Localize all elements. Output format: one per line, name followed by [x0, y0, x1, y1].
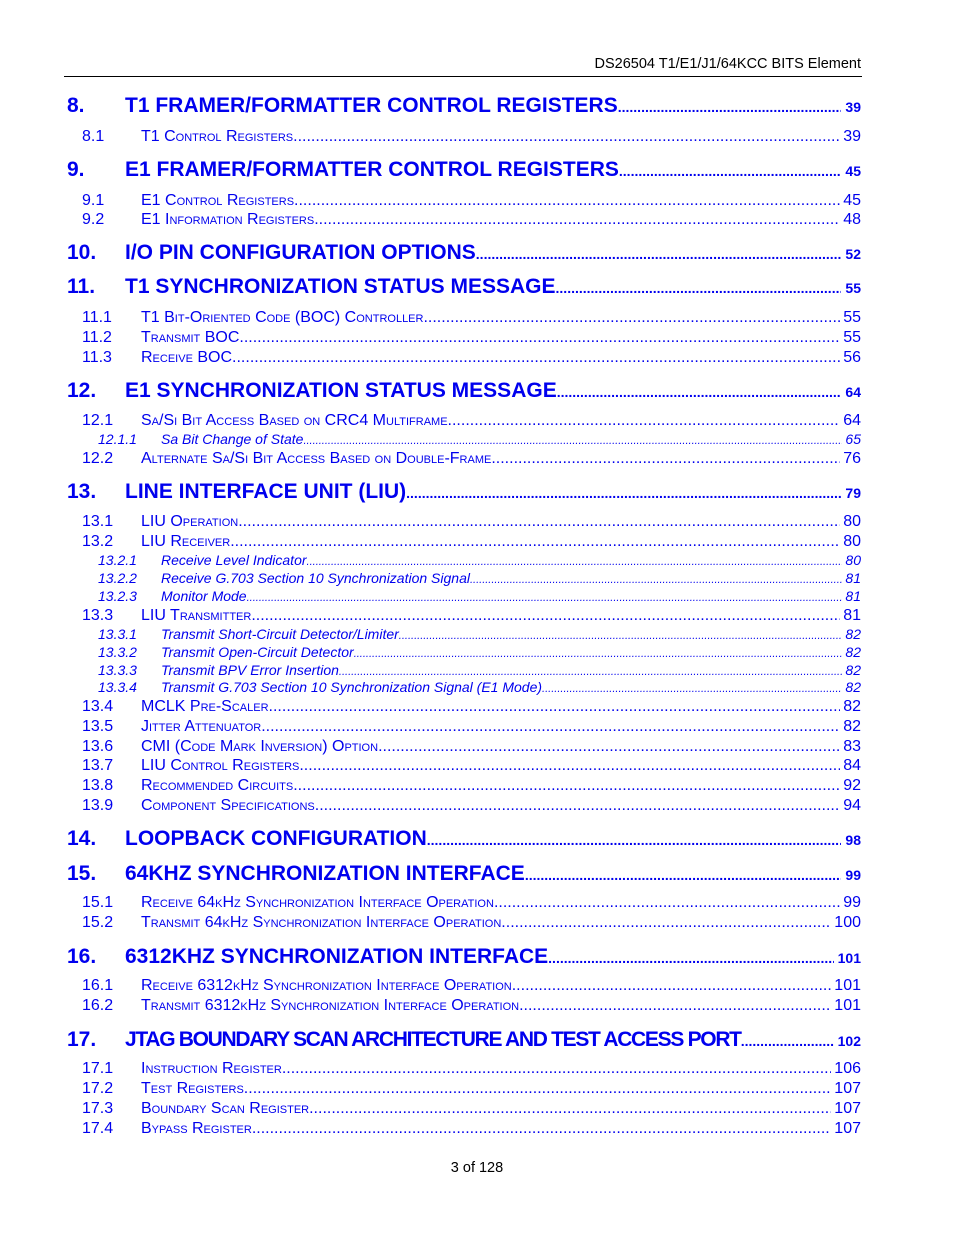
toc-entry-number: 13.2.2 — [98, 570, 137, 586]
toc-entry-page: 82 — [845, 662, 861, 678]
toc-entry-17-2[interactable] — [64, 1080, 861, 1098]
toc-entry-page: 56 — [843, 349, 861, 366]
toc-entry-page: 80 — [843, 513, 861, 530]
toc-entry-page: 107 — [834, 1120, 861, 1137]
toc-entry-number: 8.1 — [82, 128, 105, 145]
toc-entry-number: 17.2 — [82, 1080, 114, 1097]
toc-entry-title: Bypass Register — [141, 1120, 252, 1137]
toc-entry-14[interactable] — [64, 827, 861, 851]
toc-entry-page: 80 — [843, 533, 861, 550]
toc-dot-leader — [307, 556, 843, 568]
toc-entry-title: Instruction Register — [141, 1060, 282, 1077]
toc-entry-10[interactable] — [64, 241, 861, 265]
toc-entry-9[interactable] — [64, 158, 861, 182]
toc-entry-title: LINE INTERFACE UNIT (LIU) — [125, 480, 407, 503]
toc-entry-page: 80 — [845, 552, 861, 568]
toc-entry-17-3[interactable] — [64, 1100, 861, 1118]
toc-entry-13-8[interactable] — [64, 777, 861, 795]
toc-dot-leader — [548, 950, 833, 966]
toc-entry-17-4[interactable] — [64, 1120, 861, 1138]
toc-dot-leader — [294, 192, 840, 210]
toc-entry-title: Transmit Open-Circuit Detector — [161, 644, 354, 660]
toc-entry-15[interactable] — [64, 862, 861, 886]
toc-dot-leader — [315, 797, 840, 815]
toc-entry-page: 55 — [845, 280, 861, 296]
toc-dot-leader — [448, 412, 841, 430]
toc-entry-title: Transmit BPV Error Insertion — [161, 662, 339, 678]
page-number: 3 of 128 — [450, 1160, 504, 1176]
toc-entry-number: 16.2 — [82, 997, 114, 1014]
toc-entry-page: 39 — [843, 128, 861, 145]
toc-entry-11[interactable] — [64, 275, 861, 299]
toc-entry-number: 12. — [67, 379, 97, 402]
toc-entry-13-3-1[interactable] — [64, 626, 861, 642]
toc-entry-number: 17.1 — [82, 1060, 114, 1077]
toc-entry-page: 101 — [837, 950, 861, 966]
toc-entry-number: 10. — [67, 241, 97, 264]
toc-entry-17[interactable] — [64, 1028, 861, 1052]
toc-dot-leader — [476, 246, 842, 262]
toc-dot-leader — [519, 997, 831, 1015]
toc-entry-title: I/O PIN CONFIGURATION OPTIONS — [125, 241, 476, 264]
toc-entry-title: T1 Bit-Oriented Code (BOC) Controller — [141, 309, 424, 326]
toc-dot-leader — [309, 1100, 831, 1118]
toc-entry-11-3[interactable] — [64, 349, 861, 367]
toc-entry-13-3[interactable] — [64, 607, 861, 625]
toc-entry-number: 13.2.3 — [98, 588, 137, 604]
toc-entry-number: 13.2.1 — [98, 552, 137, 568]
toc-entry-page: 64 — [845, 384, 861, 400]
toc-entry-13-5[interactable] — [64, 718, 861, 736]
toc-entry-13-1[interactable] — [64, 513, 861, 531]
toc-entry-13-2[interactable] — [64, 533, 861, 551]
toc-entry-11-2[interactable] — [64, 329, 861, 347]
toc-entry-number: 15.2 — [82, 914, 114, 931]
toc-entry-title: Transmit Short-Circuit Detector/Limiter — [161, 626, 399, 642]
toc-entry-title: Transmit 6312kHz Synchronization Interface Operation — [141, 997, 520, 1014]
toc-entry-page: 79 — [845, 485, 861, 501]
toc-entry-number: 13.3.4 — [98, 679, 137, 695]
toc-entry-page: 45 — [845, 163, 861, 179]
toc-entry-page: 48 — [843, 211, 861, 228]
toc-entry-title: CMI (Code Mark Inversion) Option — [141, 738, 379, 755]
toc-entry-13-3-2[interactable] — [64, 644, 861, 660]
toc-dot-leader — [230, 533, 840, 551]
toc-entry-13-2-1[interactable] — [64, 552, 861, 568]
toc-dot-leader — [557, 384, 842, 400]
toc-entry-title: Receive Level Indicator — [161, 552, 307, 568]
toc-entry-number: 13.9 — [82, 797, 114, 814]
toc-entry-title: E1 Information Registers — [141, 211, 315, 228]
toc-entry-page: 82 — [843, 698, 861, 715]
toc-dot-leader — [618, 99, 842, 115]
toc-entry-page: 107 — [834, 1100, 861, 1117]
toc-dot-leader — [525, 867, 842, 883]
toc-entry-16-2[interactable] — [64, 997, 861, 1015]
toc-entry-page: 55 — [843, 329, 861, 346]
toc-entry-page: 84 — [843, 757, 861, 774]
toc-dot-leader — [293, 777, 840, 795]
toc-entry-title: T1 SYNCHRONIZATION STATUS MESSAGE — [125, 275, 556, 298]
toc-entry-title: Component Specifications — [141, 797, 315, 814]
toc-entry-13-7[interactable] — [64, 757, 861, 775]
toc-dot-leader — [491, 450, 840, 468]
toc-entry-number: 11. — [67, 275, 96, 298]
toc-entry-title: 64KHZ SYNCHRONIZATION INTERFACE — [125, 862, 525, 885]
toc-entry-number: 17. — [67, 1028, 97, 1051]
toc-entry-9-2[interactable] — [64, 211, 861, 229]
toc-entry-title: Jitter Attenuator — [141, 718, 262, 735]
toc-entry-number: 11.2 — [82, 329, 112, 346]
toc-entry-number: 15. — [67, 862, 97, 885]
toc-entry-title: E1 SYNCHRONIZATION STATUS MESSAGE — [125, 379, 557, 402]
toc-dot-leader — [399, 630, 843, 642]
toc-dot-leader — [314, 211, 840, 229]
toc-entry-page: 100 — [834, 914, 861, 931]
toc-entry-page: 64 — [843, 412, 861, 429]
toc-dot-leader — [378, 738, 840, 756]
toc-entry-number: 13.8 — [82, 777, 114, 794]
toc-dot-leader — [238, 513, 840, 531]
toc-entry-number: 11.1 — [82, 309, 112, 326]
toc-entry-16[interactable] — [64, 945, 861, 969]
toc-entry-title: E1 Control Registers — [141, 192, 295, 209]
toc-entry-12-1-1[interactable] — [64, 431, 861, 447]
toc-dot-leader — [232, 349, 840, 367]
document-header-title: DS26504 T1/E1/J1/64KCC BITS Element — [594, 56, 861, 72]
toc-dot-leader — [741, 1033, 834, 1049]
toc-entry-13-3-4[interactable] — [64, 679, 861, 695]
toc-entry-title: Alternate Sa/Si Bit Access Based on Double-Frame — [141, 450, 492, 467]
toc-entry-number: 17.3 — [82, 1100, 114, 1117]
toc-entry-title: Receive 64kHz Synchronization Interface Operation — [141, 894, 494, 911]
toc-entry-title: Receive 6312kHz Synchronization Interface Operation — [141, 977, 512, 994]
toc-entry-number: 9.1 — [82, 192, 105, 209]
toc-dot-leader — [512, 977, 832, 995]
toc-entry-12-2[interactable] — [64, 450, 861, 468]
toc-entry-number: 12.1 — [82, 412, 114, 429]
toc-entry-9-1[interactable] — [64, 192, 861, 210]
toc-entry-number: 12.2 — [82, 450, 114, 467]
toc-entry-title: T1 FRAMER/FORMATTER CONTROL REGISTERS — [125, 94, 618, 117]
toc-entry-8[interactable] — [64, 94, 861, 118]
toc-entry-title: Receive G.703 Section 10 Synchronization Signal — [161, 570, 470, 586]
toc-entry-number: 9.2 — [82, 211, 105, 228]
toc-entry-title: Sa Bit Change of State — [161, 431, 304, 447]
toc-entry-8-1[interactable] — [64, 128, 861, 146]
toc-entry-number: 12.1.1 — [98, 431, 137, 447]
toc-entry-number: 13.3 — [82, 607, 114, 624]
toc-entry-title: LIU Receiver — [141, 533, 231, 550]
header-divider — [64, 76, 862, 77]
toc-entry-page: 76 — [843, 450, 861, 467]
toc-entry-page: 101 — [834, 997, 861, 1014]
toc-entry-title: JTAG BOUNDARY SCAN ARCHITECTURE AND TEST ACCESS PORT — [125, 1028, 741, 1051]
toc-entry-13-6[interactable] — [64, 738, 861, 756]
toc-entry-13-9[interactable] — [64, 797, 861, 815]
toc-entry-13-4[interactable] — [64, 698, 861, 716]
toc-entry-title: 6312KHZ SYNCHRONIZATION INTERFACE — [125, 945, 549, 968]
toc-entry-13[interactable] — [64, 480, 861, 504]
toc-dot-leader — [501, 914, 831, 932]
toc-entry-number: 13.3.2 — [98, 644, 137, 660]
toc-dot-leader — [406, 485, 841, 501]
toc-entry-page: 39 — [845, 99, 861, 115]
toc-entry-title: Transmit 64kHz Synchronization Interface Operation — [141, 914, 502, 931]
toc-entry-title: Monitor Mode — [161, 588, 247, 604]
toc-entry-page: 101 — [834, 977, 861, 994]
toc-dot-leader — [252, 1120, 831, 1138]
toc-entry-number: 11.3 — [82, 349, 112, 366]
toc-entry-title: LIU Control Registers — [141, 757, 300, 774]
toc-entry-title: Recommended Circuits — [141, 777, 294, 794]
toc-dot-leader — [293, 128, 840, 146]
toc-entry-title: Boundary Scan Register — [141, 1100, 310, 1117]
toc-dot-leader — [244, 1080, 832, 1098]
toc-dot-leader — [354, 648, 843, 660]
toc-entry-number: 14. — [67, 827, 97, 850]
toc-dot-leader — [269, 698, 841, 716]
toc-entry-title: LIU Operation — [141, 513, 239, 530]
toc-entry-page: 102 — [837, 1033, 861, 1049]
toc-entry-number: 15.1 — [82, 894, 114, 911]
toc-entry-title: LOOPBACK CONFIGURATION — [125, 827, 427, 850]
toc-entry-number: 13.6 — [82, 738, 114, 755]
toc-entry-page: 52 — [845, 246, 861, 262]
toc-entry-number: 13.4 — [82, 698, 114, 715]
toc-dot-leader — [247, 592, 843, 604]
toc-entry-16-1[interactable] — [64, 977, 861, 995]
toc-entry-page: 106 — [834, 1060, 861, 1077]
toc-entry-page: 92 — [843, 777, 861, 794]
toc-entry-page: 98 — [845, 832, 861, 848]
toc-entry-number: 13.3.1 — [98, 626, 137, 642]
toc-dot-leader — [303, 435, 842, 447]
toc-entry-page: 81 — [845, 570, 861, 586]
toc-entry-number: 17.4 — [82, 1120, 114, 1137]
toc-entry-page: 45 — [843, 192, 861, 209]
toc-entry-title: Transmit G.703 Section 10 Synchronization Signal (E1 Mode) — [161, 679, 543, 695]
toc-entry-title: Transmit BOC — [141, 329, 240, 346]
toc-entry-11-1[interactable] — [64, 309, 861, 327]
toc-entry-title: MCLK Pre-Scaler — [141, 698, 269, 715]
toc-entry-number: 16. — [67, 945, 97, 968]
toc-entry-page: 82 — [845, 679, 861, 695]
toc-entry-number: 8. — [67, 94, 85, 117]
toc-entry-12-1[interactable] — [64, 412, 861, 430]
toc-entry-number: 13.2 — [82, 533, 114, 550]
toc-entry-15-2[interactable] — [64, 914, 861, 932]
toc-entry-page: 82 — [845, 626, 861, 642]
toc-entry-number: 13.1 — [82, 513, 114, 530]
toc-entry-number: 9. — [67, 158, 85, 181]
toc-entry-15-1[interactable] — [64, 894, 861, 912]
toc-entry-page: 99 — [845, 867, 861, 883]
toc-entry-number: 16.1 — [82, 977, 114, 994]
toc-dot-leader — [251, 607, 840, 625]
toc-entry-page: 55 — [843, 309, 861, 326]
toc-entry-title: Sa/Si Bit Access Based on CRC4 Multiframe — [141, 412, 448, 429]
toc-entry-number: 13.7 — [82, 757, 114, 774]
toc-entry-title: T1 Control Registers — [141, 128, 294, 145]
toc-entry-number: 13.3.3 — [98, 662, 137, 678]
toc-entry-title: E1 FRAMER/FORMATTER CONTROL REGISTERS — [125, 158, 619, 181]
toc-entry-12[interactable] — [64, 379, 861, 403]
toc-dot-leader — [261, 718, 840, 736]
toc-entry-page: 81 — [845, 588, 861, 604]
toc-dot-leader — [339, 666, 843, 678]
toc-entry-13-2-2[interactable] — [64, 570, 861, 586]
toc-entry-17-1[interactable] — [64, 1060, 861, 1078]
toc-entry-13-3-3[interactable] — [64, 662, 861, 678]
toc-dot-leader — [556, 280, 842, 296]
toc-dot-leader — [423, 309, 840, 327]
toc-dot-leader — [470, 574, 842, 586]
toc-entry-number: 13. — [67, 480, 97, 503]
toc-dot-leader — [619, 163, 842, 179]
toc-dot-leader — [494, 894, 840, 912]
toc-entry-page: 107 — [834, 1080, 861, 1097]
toc-entry-title: Test Registers — [141, 1080, 244, 1097]
toc-dot-leader — [542, 683, 842, 695]
toc-entry-page: 82 — [843, 718, 861, 735]
toc-dot-leader — [299, 757, 840, 775]
toc-dot-leader — [239, 329, 840, 347]
toc-dot-leader — [282, 1060, 831, 1078]
toc-entry-13-2-3[interactable] — [64, 588, 861, 604]
toc-entry-page: 82 — [845, 644, 861, 660]
toc-entry-page: 65 — [845, 431, 861, 447]
toc-entry-title: Receive BOC — [141, 349, 233, 366]
toc-entry-page: 99 — [843, 894, 861, 911]
toc-entry-page: 81 — [843, 607, 861, 624]
toc-entry-page: 83 — [843, 738, 861, 755]
toc-dot-leader — [427, 832, 842, 848]
toc-entry-number: 13.5 — [82, 718, 114, 735]
toc-entry-title: LIU Transmitter — [141, 607, 252, 624]
toc-entry-page: 94 — [843, 797, 861, 814]
